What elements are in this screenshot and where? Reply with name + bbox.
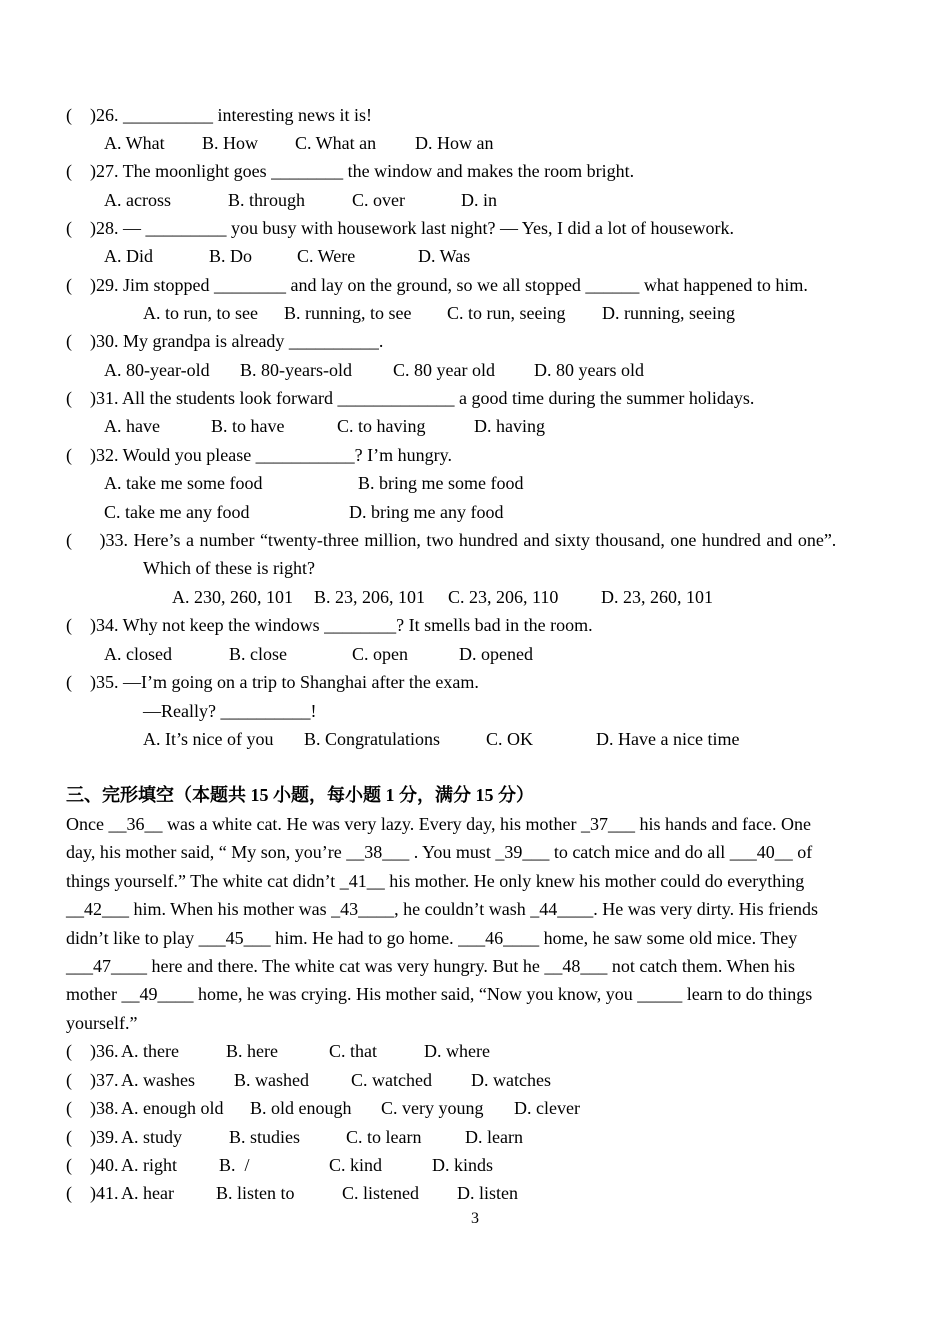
q35-option-b: B. Congratulations xyxy=(304,729,440,749)
q31-option-b: B. to have xyxy=(211,416,285,436)
cloze-37-option-b: B. washed xyxy=(234,1070,309,1090)
q30-option-c: C. 80 year old xyxy=(393,360,495,380)
q26-option-d: D. How an xyxy=(415,133,494,153)
q35-option-d: D. Have a nice time xyxy=(596,729,740,749)
question-33: ( )33. Here’s a number “twenty-three million, two hundred and sixty thousand, one hundred and one”. xyxy=(66,530,837,550)
q34-option-d: D. opened xyxy=(459,644,533,664)
q31-option-a: A. have xyxy=(104,416,160,436)
q26-option-b: B. How xyxy=(202,133,259,153)
cloze-37-option-a: A. washes xyxy=(121,1070,195,1090)
cloze-38-number: ( )38. xyxy=(66,1098,119,1118)
q33-option-d: D. 23, 260, 101 xyxy=(601,587,713,607)
cloze-38-option-b: B. old enough xyxy=(250,1098,352,1118)
q35-option-a: A. It’s nice of you xyxy=(143,729,274,749)
cloze-38-option-c: C. very young xyxy=(381,1098,484,1118)
cloze-39-option-c: C. to learn xyxy=(346,1127,422,1147)
cloze-39-option-b: B. studies xyxy=(229,1127,301,1147)
q30-option-d: D. 80 years old xyxy=(534,360,644,380)
q29-option-d: D. running, seeing xyxy=(602,303,735,323)
q28-option-d: D. Was xyxy=(418,246,471,266)
q34-option-b: B. close xyxy=(229,644,287,664)
cloze-passage xyxy=(66,810,886,1037)
cloze-41-option-b: B. listen to xyxy=(216,1183,295,1203)
q33-option-c: C. 23, 206, 110 xyxy=(448,587,559,607)
cloze-36-option-b: B. here xyxy=(226,1041,278,1061)
cloze-41-number: ( )41. xyxy=(66,1183,119,1203)
cloze-37-option-d: D. watches xyxy=(471,1070,551,1090)
question-28: ( )28. — _________ you busy with housework last night? — Yes, I did a lot of housework. xyxy=(66,218,734,238)
q32-option-c: C. take me any food xyxy=(104,502,250,522)
cloze-40-option-b: B. / xyxy=(219,1155,250,1175)
q34-option-c: C. open xyxy=(352,644,408,664)
cloze-39-number: ( )39. xyxy=(66,1127,119,1147)
question-34: ( )34. Why not keep the windows ________? It smells bad in the room. xyxy=(66,615,593,635)
cloze-40-option-a: A. right xyxy=(121,1155,177,1175)
passage-line: didn’t like to play ___45___ him. He had to go home. ___46____ home, he saw some old mice. They xyxy=(66,927,798,948)
cloze-37-option-c: C. watched xyxy=(351,1070,432,1090)
cloze-39-option-d: D. learn xyxy=(465,1127,523,1147)
q31-option-c: C. to having xyxy=(337,416,426,436)
cloze-39-option-a: A. study xyxy=(121,1127,183,1147)
cloze-36-number: ( )36. xyxy=(66,1041,119,1061)
cloze-38-option-a: A. enough old xyxy=(121,1098,224,1118)
q27-option-a: A. across xyxy=(104,190,171,210)
cloze-36-option-c: C. that xyxy=(329,1041,377,1061)
question-35: ( )35. —I’m going on a trip to Shanghai after the exam. xyxy=(66,672,479,692)
question-31: ( )31. All the students look forward _____________ a good time during the summer holidays. xyxy=(66,388,755,408)
q33-option-b: B. 23, 206, 101 xyxy=(314,587,426,607)
question-33-line2: Which of these is right? xyxy=(143,558,315,578)
question-29: ( )29. Jim stopped ________ and lay on the ground, so we all stopped ______ what happened to him. xyxy=(66,275,808,295)
q28-option-b: B. Do xyxy=(209,246,253,266)
question-27: ( )27. The moonlight goes ________ the window and makes the room bright. xyxy=(66,161,635,181)
cloze-40-number: ( )40. xyxy=(66,1155,119,1175)
q26-option-a: A. What xyxy=(104,133,165,153)
q27-option-b: B. through xyxy=(228,190,306,210)
cloze-36-option-a: A. there xyxy=(121,1041,179,1061)
q32-option-b: B. bring me some food xyxy=(358,473,524,493)
question-26: ( )26. __________ interesting news it is! xyxy=(66,105,372,125)
cloze-41-option-a: A. hear xyxy=(121,1183,174,1203)
passage-line: mother __49____ home, he was crying. His mother said, “Now you know, you _____ learn to do things xyxy=(66,984,813,1005)
question-30: ( )30. My grandpa is already __________. xyxy=(66,331,384,351)
q29-option-b: B. running, to see xyxy=(284,303,412,323)
q27-option-c: C. over xyxy=(352,190,405,210)
question-35-line2: —Really? __________! xyxy=(143,701,317,721)
q31-option-d: D. having xyxy=(474,416,545,436)
q28-option-a: A. Did xyxy=(104,246,153,266)
q35-option-c: C. OK xyxy=(486,729,534,749)
q27-option-d: D. in xyxy=(461,190,497,210)
passage-line: day, his mother said, “ My son, you’re __38___ . You must _39___ to catch mice and do all ___40__ of xyxy=(66,842,813,863)
q29-option-a: A. to run, to see xyxy=(143,303,258,323)
cloze-40-option-d: D. kinds xyxy=(432,1155,494,1175)
cloze-41-option-d: D. listen xyxy=(457,1183,518,1203)
q33-option-a: A. 230, 260, 101 xyxy=(172,587,293,607)
passage-line: yourself.” xyxy=(66,1012,138,1033)
q29-option-c: C. to run, seeing xyxy=(447,303,566,323)
q34-option-a: A. closed xyxy=(104,644,172,664)
q30-option-b: B. 80-years-old xyxy=(240,360,352,380)
cloze-41-option-c: C. listened xyxy=(342,1183,419,1203)
page-number: 3 xyxy=(471,1210,479,1227)
q32-option-a: A. take me some food xyxy=(104,473,263,493)
passage-line: ___47____ here and there. The white cat was very hungry. But he __48___ not catch them. When his xyxy=(66,956,795,977)
cloze-40-option-c: C. kind xyxy=(329,1155,383,1175)
cloze-37-number: ( )37. xyxy=(66,1070,119,1090)
passage-line: Once __36__ was a white cat. He was very lazy. Every day, his mother _37___ his hands and face. One xyxy=(66,814,811,834)
q26-option-c: C. What an xyxy=(295,133,377,153)
q28-option-c: C. Were xyxy=(297,246,356,266)
passage-line: things yourself.” The white cat didn’t _41__ his mother. He only knew his mother could do everything xyxy=(66,870,805,891)
q30-option-a: A. 80-year-old xyxy=(104,360,210,380)
q32-option-d: D. bring me any food xyxy=(349,502,504,522)
question-32: ( )32. Would you please ___________? I’m hungry. xyxy=(66,445,452,465)
section-heading: 三、完形填空（本题共 15 小题，每小题 1 分，满分 15 分） xyxy=(66,785,534,805)
cloze-38-option-d: D. clever xyxy=(514,1098,580,1118)
cloze-36-option-d: D. where xyxy=(424,1041,490,1061)
passage-line: __42___ him. When his mother was _43____, he couldn’t wash _44____. He was very dirty. His friends xyxy=(66,899,819,920)
